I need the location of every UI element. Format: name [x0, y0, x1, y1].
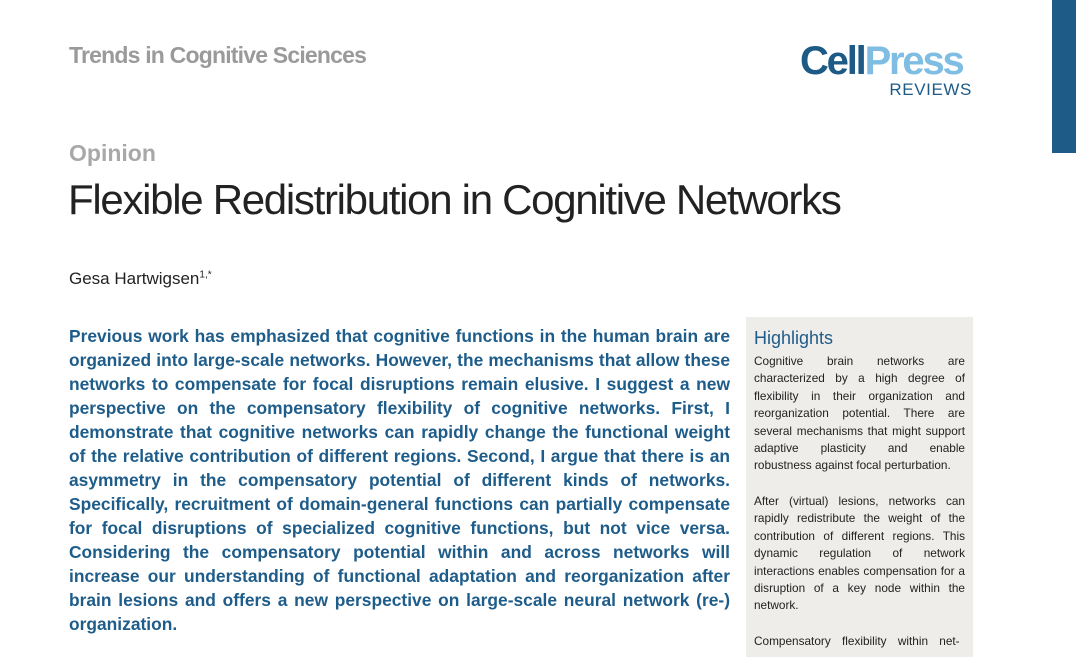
logo-reviews-text: REVIEWS — [889, 80, 972, 99]
logo-cell-text: Cell — [800, 39, 865, 83]
highlights-title: Highlights — [754, 328, 834, 348]
logo-wordmark — [800, 40, 976, 82]
article-type: Opinion — [69, 140, 156, 166]
cellpress-logo — [800, 39, 976, 99]
highlights-box — [746, 317, 973, 657]
abstract-text: Previous work has emphasized that cognitive functions in the human brain are organized into large-scale networks. However, the mechanisms that allow these networks to compensate for focal disruptions remain elusive. I suggest a new perspective on the compensatory flexibility of cognitive networks. First, I demonstrate that cognitive networks can rapidly change the functional weight of the relative contribution of different regions. Second, I argue that there is an asymmetry in the compensatory potential of different kinds of networks. Specifically, recruitment of domain-general functions can partially compensate for focal disruptions of specialized cognitive functions, but not vice versa. Considering the compensatory potential within and across networks will increase our understanding of functional adaptation and reorganization after brain lesions and offers a new perspective on large-scale neural network (re-) organization. — [69, 326, 730, 634]
author-line — [69, 269, 212, 289]
side-accent-bar — [1052, 0, 1076, 153]
highlight-item: Compensatory flexibility within net- — [754, 634, 960, 648]
highlight-item: Cognitive brain networks are characterized by a high degree of flexibility in their organization and reorganization potential. There are several mechanisms that might support adaptive plasticity and enable robustness against focal perturbation. — [754, 354, 965, 473]
author-name: Gesa Hartwigsen — [69, 269, 200, 288]
logo-press-text: Press — [864, 39, 963, 83]
highlight-item: After (virtual) lesions, networks can rapidly redistribute the weight of the contribution of different regions. This dynamic regulation of network interactions enables compensation for a disruption of a key node within the network. — [754, 494, 965, 613]
author-affiliation: 1,* — [199, 269, 212, 281]
journal-name: Trends in Cognitive Sciences — [69, 42, 367, 68]
article-title: Flexible Redistribution in Cognitive Networks — [68, 176, 841, 223]
